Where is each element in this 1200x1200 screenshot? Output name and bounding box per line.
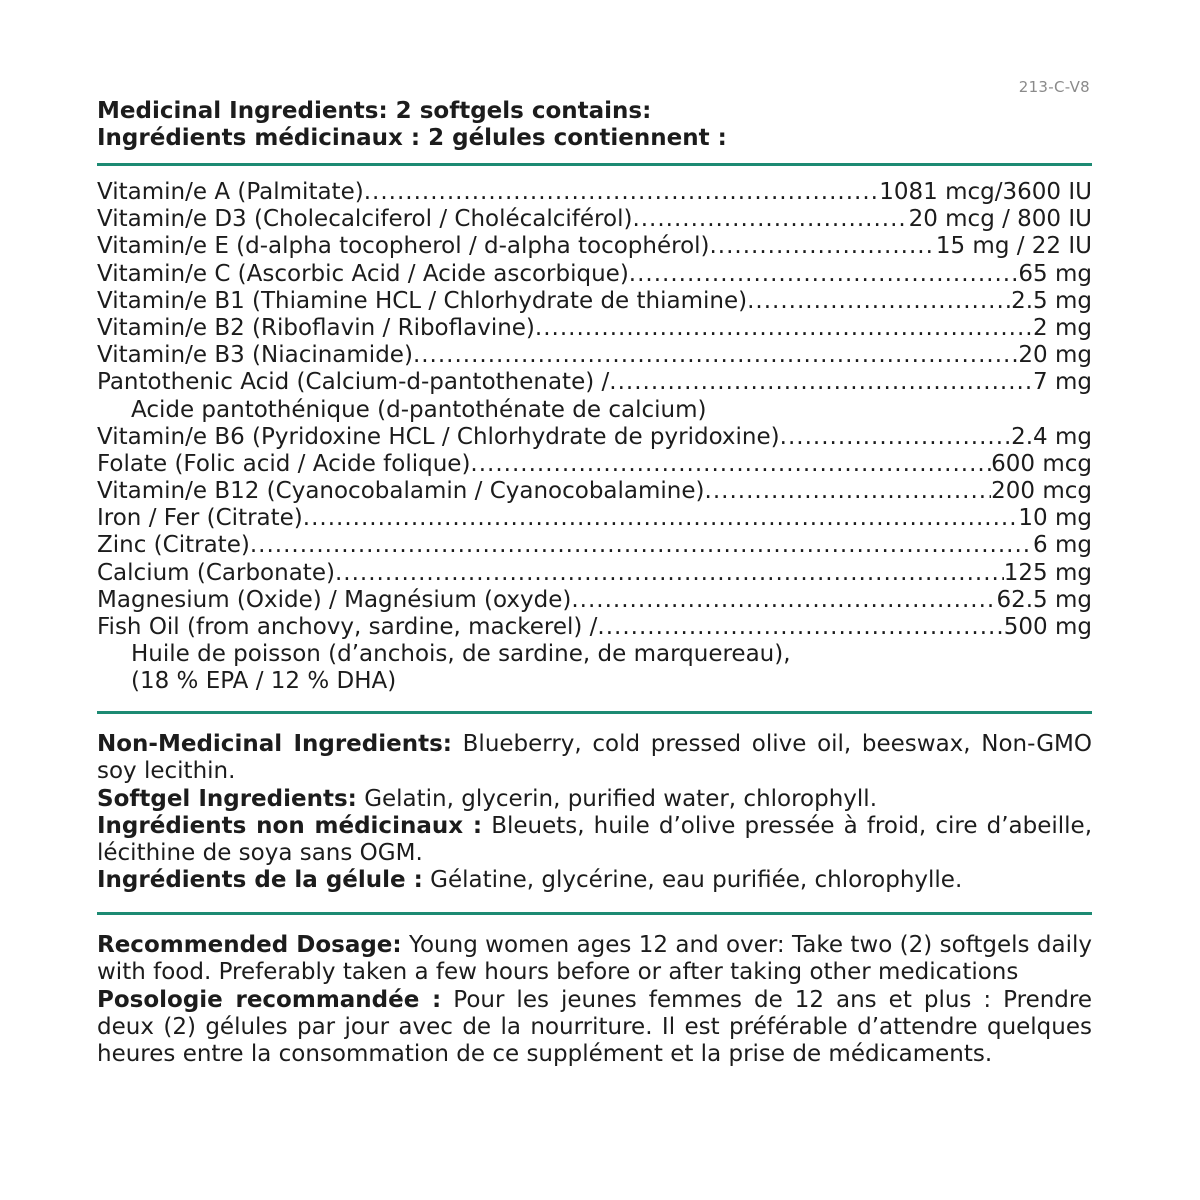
ingredient-amount: 2 mg: [1033, 314, 1092, 341]
dosage-fr: [97, 987, 1092, 1069]
ingredient-row: [97, 478, 1092, 505]
softgel-en: [97, 786, 1092, 813]
ingredient-continuation: (18 % EPA / 12 % DHA): [131, 668, 397, 695]
non-medicinal-text-en: Blueberry, cold pressed olive oil, beeswax, Non-GMO soy lecithin.: [97, 731, 1093, 785]
ingredient-name: Vitamin/e A (Palmitate): [97, 179, 364, 205]
dot-leader: [571, 587, 996, 614]
ingredient-amount: 6 mg: [1033, 532, 1092, 559]
dot-leader: [747, 288, 1011, 315]
dosage-text-en: Young women ages 12 and over: Take two (2) softgels daily with food. Preferably taken a few hours before or after taking other medications: [97, 932, 1092, 986]
ingredient-row: [97, 587, 1092, 614]
dot-leader: [535, 315, 1033, 342]
ingredient-amount: 7 mg: [1033, 369, 1092, 396]
softgel-fr: [97, 867, 1092, 894]
dot-leader: [250, 532, 1033, 559]
ingredient-name: Fish Oil (from anchovy, sardine, mackerel) /: [97, 614, 598, 640]
medicinal-heading-en: Medicinal Ingredients: 2 softgels contains:: [97, 98, 652, 124]
ingredient-name: Vitamin/e C (Ascorbic Acid / Acide ascorbique): [97, 260, 629, 287]
ingredient-row: [97, 261, 1092, 288]
ingredient-row: [97, 505, 1092, 532]
ingredient-amount: 1081 mcg/3600 IU: [879, 179, 1092, 205]
ingredient-amount: 200 mcg: [991, 478, 1092, 505]
ingredient-row: [97, 342, 1092, 369]
ingredient-row: [97, 560, 1092, 587]
ingredient-continuation: Acide pantothénique (d-pantothénate de calcium): [131, 396, 707, 423]
ingredient-name: Vitamin/e B12 (Cyanocobalamin / Cyanocobalamine): [97, 478, 705, 505]
ingredient-amount: 2.4 mg: [1011, 423, 1092, 450]
dot-leader: [710, 233, 936, 260]
ingredient-name: Magnesium (Oxide) / Magnésium (oxyde): [97, 586, 572, 613]
ingredient-amount: 20 mcg / 800 IU: [908, 206, 1092, 233]
dot-leader: [413, 342, 1018, 369]
dot-leader: [335, 560, 1004, 587]
dosage-section: [97, 932, 1092, 1068]
non-medicinal-label-en: Non-Medicinal Ingredients:: [97, 731, 452, 757]
medicinal-ingredients-list: [97, 179, 1092, 696]
dot-leader: [597, 614, 1003, 641]
ingredient-row: [97, 206, 1092, 233]
softgel-label-fr: Ingrédients de la gélule :: [97, 867, 423, 894]
ingredient-row: [97, 315, 1092, 342]
dot-leader: [629, 261, 1019, 288]
ingredient-row: [97, 532, 1092, 559]
softgel-label-en: Softgel Ingredients:: [97, 785, 357, 812]
ingredient-amount: 20 mg: [1018, 342, 1092, 369]
divider-bottom: [97, 912, 1092, 915]
ingredient-name: Pantothenic Acid (Calcium-d-pantothenate) /: [97, 369, 610, 396]
ingredient-row: [97, 614, 1092, 641]
dosage-label-en: Recommended Dosage:: [97, 932, 402, 958]
ingredient-amount: 500 mg: [1003, 614, 1092, 640]
dot-leader: [303, 505, 1019, 532]
ingredient-name: Zinc (Citrate): [97, 532, 250, 559]
ingredient-continuation: Huile de poisson (d’anchois, de sardine, de marquereau),: [131, 641, 791, 668]
dot-leader: [705, 478, 992, 505]
ingredient-row: [97, 179, 1092, 206]
ingredient-amount: 65 mg: [1018, 260, 1092, 287]
divider-top: [97, 163, 1092, 166]
ingredient-row: [97, 233, 1092, 260]
ingredient-row: [97, 451, 1092, 478]
ingredient-amount: 125 mg: [1003, 559, 1092, 586]
label-code: 213-C-V8: [1018, 78, 1090, 96]
non-medicinal-label-fr: Ingrédients non médicinaux :: [97, 812, 483, 839]
ingredient-row: [97, 369, 1092, 396]
dot-leader: [364, 179, 880, 206]
non-medicinal-text-fr: Bleuets, huile d’olive pressée à froid, cire d’abeille, lécithine de soya sans OGM.: [97, 812, 1093, 867]
ingredient-name: Vitamin/e B2 (Riboflavin / Riboflavine): [97, 314, 535, 341]
ingredient-name: Vitamin/e E (d-alpha tocopherol / d-alpha tocophérol): [97, 233, 710, 260]
softgel-text-fr: Gélatine, glycérine, eau purifiée, chlorophylle.: [430, 867, 963, 894]
dosage-en: [97, 932, 1092, 987]
ingredient-amount: 62.5 mg: [996, 586, 1092, 613]
dot-leader: [632, 206, 908, 233]
ingredient-name: Folate (Folic acid / Acide folique): [97, 450, 471, 477]
non-medicinal-fr: [97, 813, 1092, 868]
ingredient-name: Vitamin/e B6 (Pyridoxine HCL / Chlorhydrate de pyridoxine): [97, 423, 780, 450]
ingredient-amount: 15 mg / 22 IU: [935, 233, 1092, 260]
divider-middle: [97, 711, 1092, 714]
ingredient-name: Vitamin/e B1 (Thiamine HCL / Chlorhydrate de thiamine): [97, 287, 748, 314]
softgel-text-en: Gelatin, glycerin, purified water, chlorophyll.: [364, 785, 878, 812]
ingredient-name: Vitamin/e D3 (Cholecalciferol / Cholécalciférol): [97, 206, 633, 233]
ingredient-amount: 2.5 mg: [1011, 287, 1092, 314]
dosage-label-fr: Posologie recommandée :: [97, 986, 442, 1013]
ingredient-name: Calcium (Carbonate): [97, 559, 335, 586]
dot-leader: [780, 424, 1011, 451]
non-medicinal-section: [97, 731, 1092, 895]
non-medicinal-en: [97, 731, 1092, 786]
ingredient-name: Vitamin/e B3 (Niacinamide): [97, 342, 413, 369]
medicinal-heading-fr: Ingrédients médicinaux : 2 gélules contiennent :: [97, 125, 727, 151]
dosage-text-fr: Pour les jeunes femmes de 12 ans et plus : Prendre deux (2) gélules par jour avec de la nourriture. Il est préférable d’attendre quelques heures entre la consommation de ce supplément et la prise de médicaments.: [97, 986, 1093, 1068]
ingredient-name: Iron / Fer (Citrate): [97, 505, 303, 532]
dot-leader: [470, 451, 991, 478]
ingredient-amount: 10 mg: [1018, 505, 1092, 532]
ingredient-amount: 600 mcg: [991, 450, 1092, 477]
dot-leader: [609, 369, 1033, 396]
ingredient-row: [97, 424, 1092, 451]
ingredient-row: [97, 288, 1092, 315]
